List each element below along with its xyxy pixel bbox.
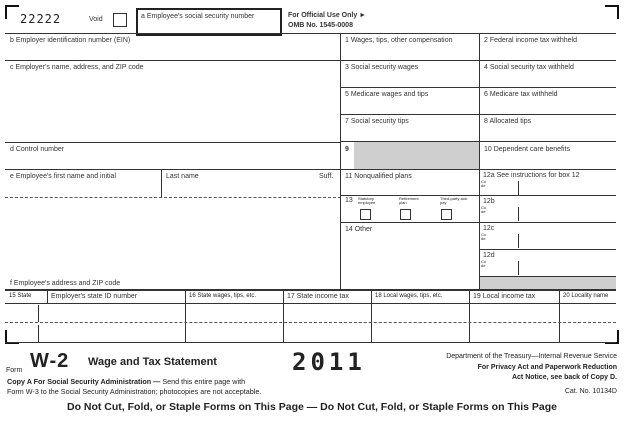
copy-a-bold: Copy A For Social Security Administration — bbox=[7, 377, 161, 386]
copy-a-instruction bbox=[7, 377, 245, 386]
control-number-label: d Control number bbox=[10, 146, 65, 153]
void-label: Void bbox=[89, 16, 103, 23]
box10-label: 10 Dependent care benefits bbox=[484, 146, 571, 153]
grid-line bbox=[5, 33, 616, 34]
grid-line bbox=[47, 290, 48, 303]
state-row1-field[interactable] bbox=[6, 304, 615, 321]
grid-line bbox=[479, 249, 616, 250]
box12c-label: 12c bbox=[483, 225, 495, 232]
employer-name-field[interactable] bbox=[6, 73, 340, 141]
grid-line bbox=[5, 342, 616, 343]
employee-address-field[interactable] bbox=[6, 200, 340, 275]
box3-field[interactable] bbox=[341, 73, 478, 86]
grid-line bbox=[340, 87, 616, 88]
box1-field[interactable] bbox=[341, 46, 478, 59]
grid-line bbox=[340, 60, 616, 61]
box14-field[interactable] bbox=[341, 236, 478, 288]
ein-label: b Employer identification number (EIN) bbox=[10, 37, 131, 44]
grid-line bbox=[5, 169, 616, 170]
w3-instruction: Form W-3 to the Social Security Administration; photocopies are not acceptable. bbox=[7, 387, 262, 396]
box2-field[interactable] bbox=[480, 46, 616, 59]
box4-label: 4 Social security tax withheld bbox=[484, 64, 574, 71]
box12d-field[interactable] bbox=[489, 261, 615, 274]
box17-label: 17 State income tax bbox=[287, 293, 349, 300]
grid-line bbox=[340, 114, 616, 115]
box19-label: 19 Local income tax bbox=[473, 293, 536, 300]
control-code: 22222 bbox=[20, 12, 62, 26]
box15-label: 15 State bbox=[9, 293, 32, 299]
box12c-code-label: Code bbox=[481, 232, 487, 241]
box13-label: 13 bbox=[345, 197, 353, 204]
box13-retirement-label: Retirement plan bbox=[399, 196, 419, 205]
box12b-field[interactable] bbox=[489, 207, 615, 220]
form-name: W-2 bbox=[30, 350, 70, 372]
cat-number: Cat. No. 10134D bbox=[564, 388, 617, 395]
box11-field[interactable] bbox=[341, 182, 478, 194]
copy-a-rest: Send this entire page with bbox=[160, 377, 246, 386]
box8-field[interactable] bbox=[480, 127, 616, 140]
privacy-act-notice: For Privacy Act and Paperwork Reduction bbox=[477, 364, 617, 371]
grid-line bbox=[5, 289, 616, 291]
irs-department: Department of the Treasury—Internal Revenue Service bbox=[446, 353, 617, 360]
box12b-label: 12b bbox=[483, 198, 495, 205]
box12d-code-label: Code bbox=[481, 259, 487, 268]
box12a-code-label: Code bbox=[481, 179, 487, 188]
third-party-sick-pay-checkbox[interactable] bbox=[441, 209, 452, 220]
grid-line bbox=[5, 60, 341, 61]
grid-line bbox=[479, 222, 616, 223]
box11-label: 11 Nonqualified plans bbox=[345, 173, 412, 180]
employee-name-field[interactable] bbox=[6, 182, 340, 196]
do-not-cut-notice: Do Not Cut, Fold, or Staple Forms on This Page — Do Not Cut, Fold, or Staple Forms on This Page bbox=[66, 401, 557, 413]
void-checkbox[interactable] bbox=[113, 13, 127, 27]
statutory-employee-checkbox[interactable] bbox=[360, 209, 371, 220]
box12a-label: 12a See instructions for box 12 bbox=[483, 172, 580, 179]
employer-name-label: c Employer's name, address, and ZIP code bbox=[10, 64, 144, 71]
box5-label: 5 Medicare wages and tips bbox=[345, 91, 429, 98]
ein-field[interactable] bbox=[6, 46, 340, 59]
employee-first-name-label: e Employee's first name and initial bbox=[10, 173, 116, 180]
control-number-field[interactable] bbox=[6, 155, 340, 167]
box12d-label: 12d bbox=[483, 252, 495, 259]
official-use-label: For Official Use Only ► bbox=[288, 12, 367, 19]
box9-label: 9 bbox=[345, 146, 349, 153]
box13-statutory-label: Statutory employee bbox=[358, 196, 376, 205]
grid-line bbox=[5, 197, 341, 198]
box20-label: 20 Locality name bbox=[563, 293, 609, 299]
state-row2-field[interactable] bbox=[6, 324, 615, 341]
tax-year: 2011 bbox=[292, 348, 366, 376]
box5-field[interactable] bbox=[341, 100, 478, 113]
corner-mark-top-left bbox=[5, 5, 19, 19]
form-title: Wage and Tax Statement bbox=[88, 356, 217, 368]
box7-field[interactable] bbox=[341, 127, 478, 140]
box16-label: 16 State wages, tips, etc. bbox=[189, 293, 257, 299]
retirement-plan-checkbox[interactable] bbox=[400, 209, 411, 220]
grid-line bbox=[5, 322, 616, 323]
box7-label: 7 Social security tips bbox=[345, 118, 409, 125]
grid-line bbox=[479, 195, 616, 196]
form-word: Form bbox=[6, 367, 23, 374]
box18-label: 18 Local wages, tips, etc. bbox=[375, 293, 443, 299]
corner-mark-top-right bbox=[605, 5, 619, 19]
employee-address-label: f Employee's address and ZIP code bbox=[10, 280, 121, 287]
box1-label: 1 Wages, tips, other compensation bbox=[345, 37, 453, 44]
omb-number: OMB No. 1545-0008 bbox=[288, 22, 353, 29]
box12a-field[interactable] bbox=[489, 181, 615, 194]
box10-field[interactable] bbox=[480, 155, 616, 168]
box15-state-id-label: Employer's state ID number bbox=[51, 293, 138, 300]
box6-field[interactable] bbox=[480, 100, 616, 113]
box4-field[interactable] bbox=[480, 73, 616, 86]
box8-label: 8 Allocated tips bbox=[484, 118, 532, 125]
grid-line bbox=[340, 222, 479, 223]
box12c-field[interactable] bbox=[489, 234, 615, 247]
box3-label: 3 Social security wages bbox=[345, 64, 419, 71]
box13-thirdparty-label: Third-party sick pay bbox=[440, 196, 468, 205]
employee-last-name-label: Last name bbox=[166, 173, 199, 180]
grid-line bbox=[5, 142, 341, 143]
ssn-label: a Employee's social security number bbox=[141, 13, 255, 20]
employee-suffix-label: Suff. bbox=[319, 173, 334, 180]
box6-label: 6 Medicare tax withheld bbox=[484, 91, 558, 98]
box9-shaded bbox=[354, 142, 479, 169]
act-notice: Act Notice, see back of Copy D. bbox=[511, 374, 617, 381]
box2-label: 2 Federal income tax withheld bbox=[484, 37, 577, 44]
box12-shaded-strip bbox=[480, 277, 616, 289]
box12b-code-label: Code bbox=[481, 205, 487, 214]
box14-label: 14 Other bbox=[345, 226, 373, 233]
